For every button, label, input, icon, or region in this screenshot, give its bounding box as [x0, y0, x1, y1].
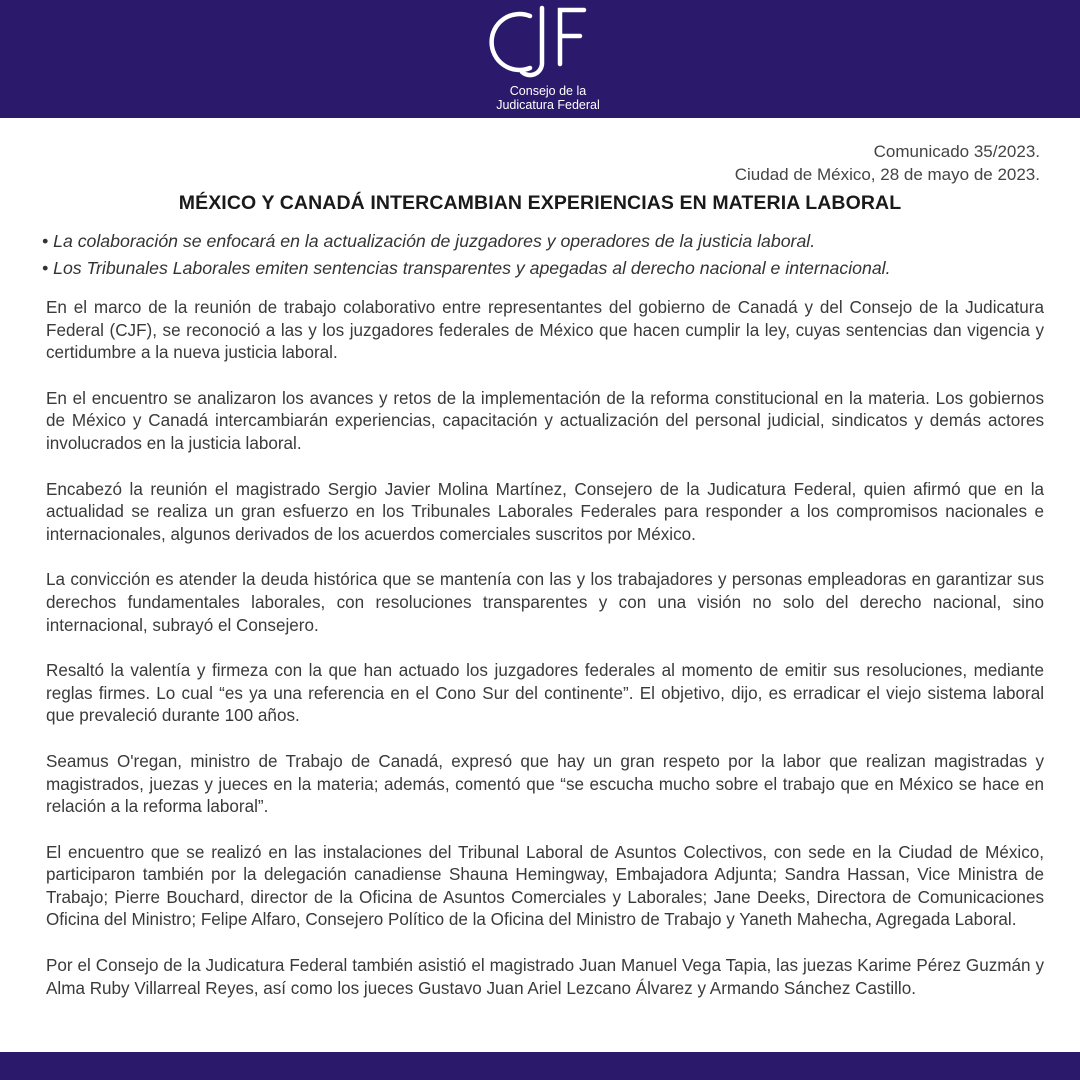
paragraph: El encuentro que se realizó en las instalaciones del Tribunal Laboral de Asuntos Colectivos, con sede en la Ciudad de México, participaron también por la delegación canadiense Shauna Hemingway, Embajadora Adjunta; Sandra Hassan, Vice Ministra de Trabajo; Pierre Bouchard, director de la Oficina de Asuntos Comerciales y Laborales; Jane Deeks, Directora de Comunicaciones Oficina del Ministro; Felipe Alfaro, Consejero Político de la Oficina del Ministro de Trabajo y Yaneth Mahecha, Agregada Laboral. [46, 842, 1044, 930]
release-place-date: Ciudad de México, 28 de mayo de 2023. [734, 165, 1040, 184]
header-banner [0, 0, 1080, 118]
bullet-item: • La colaboración se enfocará en la actualización de juzgadores y operadores de la justicia laboral. [42, 231, 816, 251]
paragraph: Por el Consejo de la Judicatura Federal también asistió el magistrado Juan Manuel Vega Tapia, las juezas Karime Pérez Guzmán y Alma Ruby Villarreal Reyes, así como los jueces Gustavo Juan Ariel Lezcano Álvarez y Armando Sánchez Castillo. [46, 956, 1044, 998]
paragraph: La convicción es atender la deuda histórica que se mantenía con las y los trabajadores y personas empleadoras en garantizar sus derechos fundamentales laborales, con resoluciones transparentes y con una visión no solo del derecho nacional, sino internacional, subrayó el Consejero. [46, 570, 1044, 635]
paragraph: Encabezó la reunión el magistrado Sergio Javier Molina Martínez, Consejero de la Judicatura Federal, quien afirmó que en la actualidad se realiza un gran esfuerzo en los Tribunales Laborales Federales para responder a los compromisos nacionales e internacionales, algunos derivados de los acuerdos comerciales suscritos por México. [46, 479, 1044, 544]
article-body [46, 297, 1044, 1023]
release-meta [735, 140, 1040, 186]
highlight-bullets [42, 228, 1052, 282]
bullet-item: • Los Tribunales Laborales emiten sentencias transparentes y apegadas al derecho nacional e internacional. [42, 258, 891, 278]
logo-caption-line2: Judicatura Federal [496, 98, 600, 112]
paragraph: En el encuentro se analizaron los avances y retos de la implementación de la reforma constitucional en la materia. Los gobiernos de México y Canadá intercambiarán experiencias, capacitación y actualización del personal judicial, sindicatos y demás actores involucrados en la justicia laboral. [46, 388, 1044, 453]
release-number: Comunicado 35/2023. [873, 142, 1040, 161]
cjf-logo [486, 4, 602, 116]
paragraph: Resaltó la valentía y firmeza con la que han actuado los juzgadores federales al momento de emitir sus resoluciones, mediante reglas firmes. Lo cual “es ya una referencia en el Cono Sur del continente”. El objetivo, dijo, es erradicar el viejo sistema laboral que prevaleció durante 100 años. [46, 661, 1044, 726]
logo-caption-line1: Consejo de la [509, 84, 587, 98]
cjf-monogram-icon [486, 4, 602, 84]
footer-banner [0, 1052, 1080, 1080]
paragraph: Seamus O'regan, ministro de Trabajo de Canadá, expresó que hay un gran respeto por la labor que realizan magistradas y magistrados, juezas y jueces en la materia; además, comentó que “se escucha mucho sobre el trabajo que en México se hace en relación a la reforma laboral”. [46, 751, 1044, 817]
page-title: MÉXICO Y CANADÁ INTERCAMBIAN EXPERIENCIAS EN MATERIA LABORAL [178, 192, 902, 214]
logo-caption [490, 84, 606, 112]
paragraph: En el marco de la reunión de trabajo colaborativo entre representantes del gobierno de Canadá y del Consejo de la Judicatura Federal (CJF), se reconoció a las y los juzgadores federales de México que hacen cumplir la ley, cuyas sentencias dan vigencia y certidumbre a la nueva justicia laboral. [46, 298, 1044, 363]
